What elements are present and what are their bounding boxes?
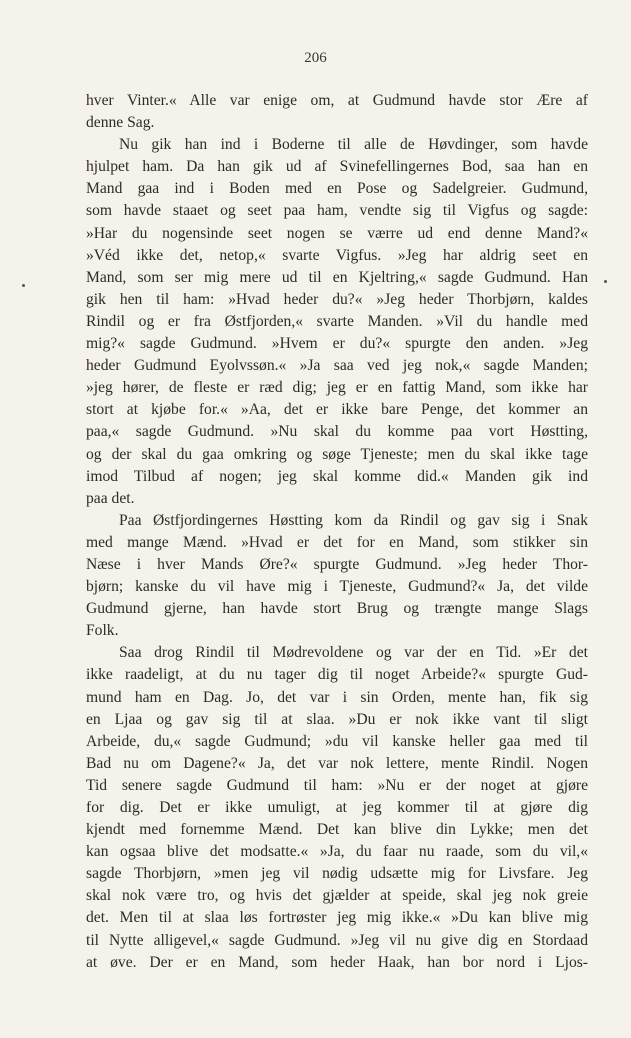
text-line: Bad nu om Dagene?« Ja, det var nok lettere, mente Rindil. Nogen [86, 754, 588, 772]
text-line: med mange Mænd. »Hvad er det for en Mand, som stikker sin [86, 533, 588, 551]
text-line: paa det. [86, 489, 135, 507]
text-line: Arbeide, du,« sagde Gudmund; »du vil kanske heller gaa med til [86, 732, 588, 750]
text-line: gik hen til ham: »Hvad heder du?« »Jeg heder Thorbjørn, kaldes [86, 290, 588, 308]
text-line: »Har du nogensinde seet nogen se værre ud end denne Mand?« [86, 224, 588, 242]
text-line: til Nytte alligevel,« sagde Gudmund. »Jeg vil nu give dig en Stordaad [86, 931, 588, 949]
text-line: det. Men til at slaa løs fortrøster jeg mig ikke.« »Du kan blive mig [86, 909, 588, 927]
text-line: sagde Thorbjørn, »men jeg vil nødig udsætte mig for Livsfare. Jeg [86, 865, 588, 883]
text-line: Paa Østfjordingernes Høstting kom da Rindil og gav sig i Snak [119, 511, 588, 529]
text-line: Næse i hver Mands Øre?« spurgte Gudmund. »Jeg heder Thor- [86, 555, 588, 573]
text-line: Folk. [86, 622, 119, 640]
text-line: mund ham en Dag. Jo, det var i sin Orden, mente han, fik sig [86, 688, 588, 706]
text-line: imod Tilbud af nogen; jeg skal komme did.« Manden gik ind [86, 467, 588, 485]
text-line: kjendt med fornemme Mænd. Det kan blive din Lykke; men det [86, 821, 588, 839]
text-line: ikke raadeligt, at du nu tager dig til noget Arbeide?« spurgte Gud- [86, 666, 588, 684]
text-line: »Véd ikke det, netop,« svarte Vigfus. »Jeg har aldrig seet en [86, 246, 588, 264]
text-line: hver Vinter.« Alle var enige om, at Gudmund havde stor Ære af [86, 92, 588, 109]
text-line: mig?« sagde Gudmund. »Hvem er du?« spurgte den anden. »Jeg [86, 335, 588, 353]
text-line: for dig. Det er ikke umuligt, at jeg kommer til at gjøre dig [86, 799, 588, 816]
text-line: skal nok være tro, og hvis det gjælder at speide, skal jeg nok greie [86, 887, 588, 905]
text-line: Nu gik han ind i Boderne til alle de Høvdinger, som havde [119, 136, 588, 154]
text-line: at øve. Der er en Mand, som heder Haak, han bor nord i Ljos- [86, 953, 588, 971]
page-number: 206 [304, 50, 327, 66]
text-line: Saa drog Rindil til Mødrevoldene og var der en Tid. »Er det [119, 644, 588, 662]
body-text [86, 90, 588, 974]
text-line: en Ljaa og gav sig til at slaa. »Du er nok ikke vant til sligt [86, 710, 588, 728]
text-line: paa,« sagde Gudmund. »Nu skal du komme paa vort Høstting, [86, 423, 588, 441]
text-line: Mand gaa ind i Boden med en Pose og Sadelgreier. Gudmund, [86, 180, 588, 198]
scan-speck [22, 284, 25, 287]
text-line: »jeg hører, de fleste er ræd dig; jeg er en fattig Mand, som ikke har [86, 379, 588, 397]
text-line: stort at kjøbe for.« »Aa, det er ikke bare Penge, det kommer an [86, 401, 588, 419]
text-line: heder Gudmund Eyolvssøn.« »Ja saa ved jeg nok,« sagde Manden; [86, 357, 588, 375]
text-line: Gudmund gjerne, han havde stort Brug og trængte mange Slags [86, 600, 588, 618]
text-line: Mand, som ser mig mere ud til en Kjeltring,« sagde Gudmund. Han [86, 268, 588, 286]
text-line: bjørn; kanske du vil have mig i Tjeneste, Gudmund?« Ja, det vilde [86, 578, 588, 596]
scan-speck [604, 280, 607, 283]
text-line: og der skal du gaa omkring og søge Tjeneste; men du skal ikke tage [86, 445, 588, 463]
text-line: Rindil og er fra Østfjorden,« svarte Manden. »Vil du handle med [86, 312, 588, 330]
text-line: kan ogsaa blive det modsatte.« »Ja, du faar nu raade, som du vil,« [86, 843, 588, 861]
text-line: denne Sag. [86, 114, 155, 132]
text-line: Tid senere sagde Gudmund til ham: »Nu er der noget at gjøre [86, 776, 588, 794]
text-line: hjulpet ham. Da han gik ud af Svinefellingernes Bod, saa han en [86, 158, 588, 176]
text-line: som havde staaet og seet paa ham, vendte sig til Vigfus og sagde: [86, 202, 588, 220]
